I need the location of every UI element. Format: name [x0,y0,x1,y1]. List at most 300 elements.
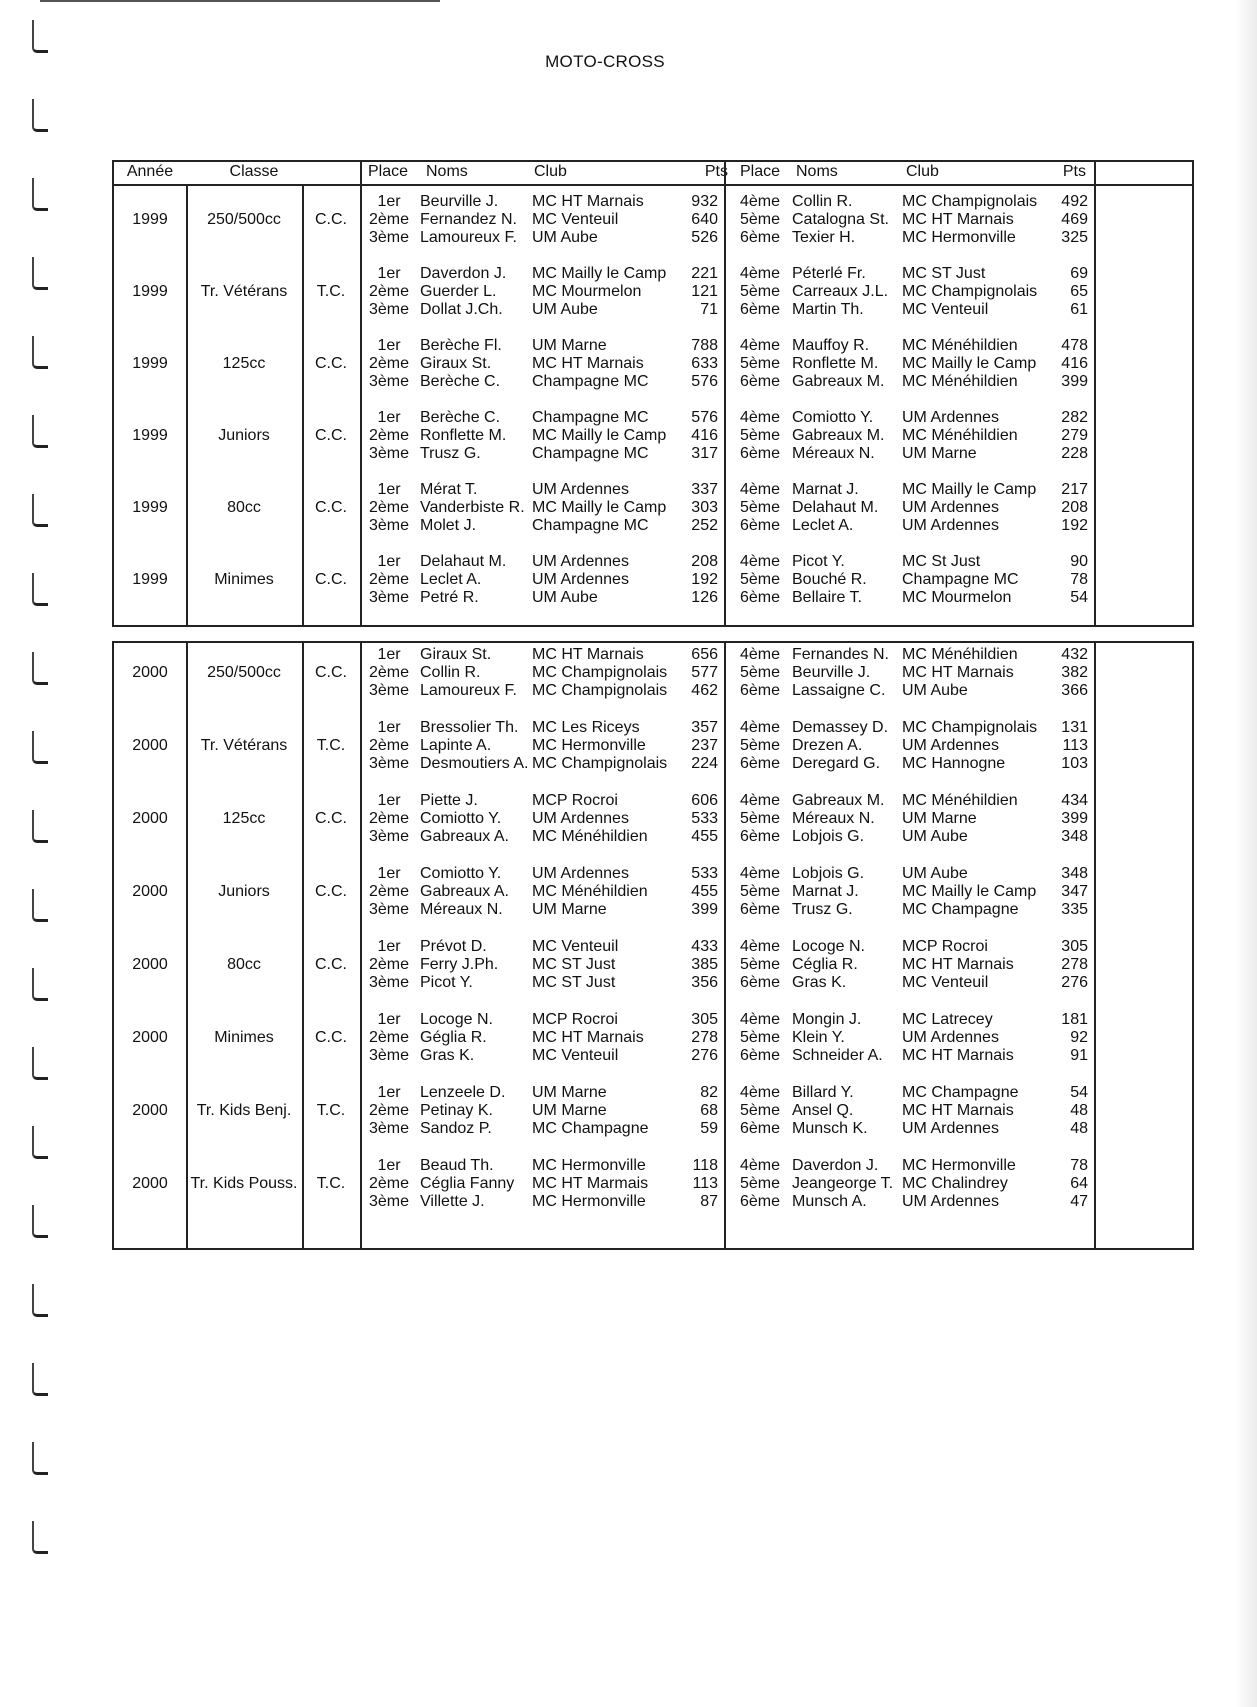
cell-points: 932 [691,193,718,210]
cell-classe: 80cc [227,499,261,516]
column-divider [302,643,304,1248]
cell-place: 4ème [739,792,781,809]
cell-place: 4ème [739,481,781,498]
cell-place: 6ème [739,974,781,991]
cell-points: 434 [1061,792,1088,809]
cell-name: Bressolier Th. [420,719,519,736]
cell-points: 192 [1061,517,1088,534]
cell-place: 2ème [368,1102,410,1119]
cell-club: MCP Rocroi [532,1011,618,1028]
cell-name: Munsch K. [792,1120,868,1137]
cell-name: Trusz G. [792,901,853,918]
cell-place: 3ème [368,229,410,246]
cell-place: 3ème [368,901,410,918]
cell-points: 433 [691,938,718,955]
cell-name: Deregard G. [792,755,881,772]
cell-name: Comiotto Y. [792,409,874,426]
cell-place: 3ème [368,682,410,699]
cell-club: UM Marne [902,810,977,827]
cell-club: MC Mourmelon [532,283,642,300]
cell-points: 399 [1061,373,1088,390]
cell-name: Leclet A. [420,571,482,588]
cell-place: 5ème [739,427,781,444]
header-club-1: Club [534,163,567,180]
cell-annee: 2000 [132,1175,168,1192]
cell-place: 5ème [739,1175,781,1192]
cell-annee: 2000 [132,1102,168,1119]
cell-place: 2ème [368,664,410,681]
cell-place: 1er [377,409,401,426]
cell-name: Drezen A. [792,737,863,754]
cell-points: 237 [691,737,718,754]
cell-name: Marnat J. [792,883,859,900]
cell-points: 113 [692,1175,718,1192]
cell-club: MC Ménéhildien [902,427,1018,444]
cell-classe: Tr. Kids Benj. [196,1102,292,1119]
cell-place: 3ème [368,828,410,845]
cell-type: C.C. [315,571,347,588]
cell-points: 48 [1070,1120,1088,1137]
cell-name: Billard Y. [792,1084,854,1101]
cell-club: MC Champignolais [532,682,668,699]
cell-points: 533 [691,810,718,827]
cell-annee: 2000 [132,810,168,827]
cell-club: Champagne MC [902,571,1019,588]
cell-place: 6ème [739,445,781,462]
cell-name: Céglia R. [792,956,858,973]
cell-club: UM Marne [532,337,607,354]
cell-club: MC Mourmelon [902,589,1012,606]
cell-place: 5ème [739,810,781,827]
cell-points: 276 [1061,974,1088,991]
cell-name: Picot Y. [792,553,845,570]
cell-club: UM Ardennes [532,571,629,588]
cell-points: 68 [700,1102,718,1119]
cell-name: Méreaux N. [420,901,503,918]
cell-points: 282 [1061,409,1088,426]
cell-place: 1er [377,865,401,882]
cell-name: Demassey D. [792,719,889,736]
cell-points: 228 [1061,445,1088,462]
cell-place: 2ème [368,956,410,973]
cell-points: 356 [691,974,718,991]
cell-place: 5ème [739,499,781,516]
binder-hole [32,731,48,764]
cell-annee: 2000 [132,956,168,973]
cell-place: 2ème [368,211,410,228]
cell-classe: 125cc [222,355,266,372]
cell-name: Vanderbiste R. [420,499,525,516]
cell-name: Gabreaux A. [420,883,509,900]
cell-place: 4ème [739,409,781,426]
cell-place: 5ème [739,737,781,754]
cell-club: UM Ardennes [532,810,629,827]
cell-points: 48 [1070,1102,1088,1119]
cell-name: Ronflette M. [792,355,879,372]
cell-name: Villette J. [420,1193,485,1210]
cell-name: Giraux St. [420,646,492,663]
column-divider [186,184,188,625]
cell-points: 526 [691,229,718,246]
cell-annee: 2000 [132,1029,168,1046]
cell-points: 606 [691,792,718,809]
cell-points: 78 [1070,571,1088,588]
cell-place: 4ème [739,1011,781,1028]
cell-name: Beurville J. [792,664,871,681]
cell-club: MC ST Just [532,956,616,973]
cell-type: C.C. [315,427,347,444]
cell-place: 3ème [368,1047,410,1064]
cell-club: MC Mailly le Camp [532,499,667,516]
cell-points: 54 [1070,1084,1088,1101]
cell-points: 278 [1061,956,1088,973]
cell-name: Delahaut M. [792,499,879,516]
cell-points: 462 [691,682,718,699]
table-header [114,162,1192,186]
cell-name: Leclet A. [792,517,854,534]
cell-place: 2ème [368,283,410,300]
cell-name: Bellaire T. [792,589,862,606]
cell-points: 276 [691,1047,718,1064]
cell-points: 71 [700,301,718,318]
cell-place: 2ème [368,571,410,588]
cell-name: Petinay K. [420,1102,493,1119]
cell-club: MC Venteuil [532,211,619,228]
cell-club: UM Aube [902,828,968,845]
cell-club: MC Champignolais [532,664,668,681]
cell-points: 90 [1070,553,1088,570]
cell-place: 4ème [739,719,781,736]
column-divider [1094,162,1096,625]
cell-place: 4ème [739,1084,781,1101]
cell-points: 64 [1070,1175,1088,1192]
cell-club: MC Hannogne [902,755,1006,772]
cell-place: 1er [377,646,401,663]
cell-type: T.C. [316,737,346,754]
cell-classe: 80cc [227,956,261,973]
cell-points: 492 [1061,193,1088,210]
header-noms-2: Noms [796,163,838,180]
cell-club: UM Ardennes [532,481,629,498]
binder-hole [32,1126,48,1159]
cell-name: Comiotto Y. [420,865,502,882]
column-divider [302,184,304,625]
cell-points: 305 [691,1011,718,1028]
cell-name: Mongin J. [792,1011,862,1028]
cell-name: Péterlé Fr. [792,265,866,282]
cell-club: UM Aube [532,229,598,246]
column-divider [360,162,362,625]
cell-place: 4ème [739,938,781,955]
cell-name: Lobjois G. [792,865,865,882]
cell-points: 335 [1061,901,1088,918]
cell-points: 348 [1061,828,1088,845]
cell-points: 54 [1070,589,1088,606]
cell-name: Collin R. [792,193,853,210]
cell-points: 126 [691,589,718,606]
cell-club: MC HT Marnais [902,1102,1014,1119]
cell-points: 399 [691,901,718,918]
cell-classe: 250/500cc [207,664,281,681]
cell-place: 3ème [368,755,410,772]
cell-club: UM Marne [532,1102,607,1119]
cell-club: MC Champagne [532,1120,649,1137]
cell-name: Marnat J. [792,481,859,498]
cell-club: UM Ardennes [902,1120,999,1137]
page-title: MOTO-CROSS [545,52,665,71]
cell-club: MC Venteuil [532,938,619,955]
cell-club: MC HT Marnais [902,664,1014,681]
cell-place: 2ème [368,737,410,754]
cell-classe: Tr. Vétérans [200,283,288,300]
cell-points: 78 [1070,1157,1088,1174]
cell-place: 1er [377,481,401,498]
cell-name: Guerder L. [420,283,497,300]
cell-points: 577 [691,664,718,681]
cell-club: Champagne MC [532,517,649,534]
cell-club: MC Champignolais [902,719,1038,736]
cell-classe: Tr. Vétérans [200,737,288,754]
cell-points: 317 [691,445,718,462]
cell-points: 279 [1061,427,1088,444]
cell-name: Beaud Th. [420,1157,494,1174]
cell-place: 4ème [739,265,781,282]
cell-points: 348 [1061,865,1088,882]
cell-place: 1er [377,1157,401,1174]
cell-name: Schneider A. [792,1047,883,1064]
binder-hole [32,1521,48,1554]
cell-place: 2ème [368,883,410,900]
cell-club: MC Champagne [902,1084,1019,1101]
cell-name: Trusz G. [420,445,481,462]
cell-name: Gabreaux A. [420,828,509,845]
cell-type: T.C. [316,283,346,300]
cell-place: 3ème [368,301,410,318]
cell-points: 478 [1061,337,1088,354]
cell-club: MC St Just [902,553,981,570]
cell-place: 5ème [739,211,781,228]
cell-points: 121 [691,283,718,300]
cell-club: Champagne MC [532,409,649,426]
cell-club: UM Ardennes [902,737,999,754]
cell-type: T.C. [316,1102,346,1119]
cell-club: MC Venteuil [902,301,989,318]
page-edge-shadow [1235,0,1257,1707]
cell-points: 533 [691,865,718,882]
cell-place: 4ème [739,646,781,663]
cell-name: Prévot D. [420,938,487,955]
cell-club: MC HT Marnais [902,956,1014,973]
cell-place: 4ème [739,193,781,210]
cell-club: MC Ménéhildien [902,792,1018,809]
cell-club: UM Aube [902,865,968,882]
cell-club: MC Hermonville [532,1157,646,1174]
cell-place: 6ème [739,755,781,772]
cell-place: 5ème [739,283,781,300]
cell-club: UM Ardennes [902,409,999,426]
column-divider [360,643,362,1248]
cell-place: 3ème [368,974,410,991]
cell-place: 5ème [739,571,781,588]
cell-points: 91 [1070,1047,1088,1064]
cell-annee: 1999 [132,211,168,228]
cell-club: MC Hermonville [902,229,1016,246]
cell-place: 4ème [739,337,781,354]
cell-points: 181 [1061,1011,1088,1028]
cell-type: C.C. [315,211,347,228]
cell-place: 6ème [739,1193,781,1210]
cell-place: 2ème [368,810,410,827]
cell-points: 252 [691,517,718,534]
cell-name: Catalogna St. [792,211,889,228]
cell-points: 576 [691,373,718,390]
cell-name: Berèche C. [420,373,501,390]
cell-name: Lamoureux F. [420,682,517,699]
cell-name: Beurville J. [420,193,499,210]
cell-place: 2ème [368,499,410,516]
cell-classe: 125cc [222,810,266,827]
cell-place: 1er [377,792,401,809]
cell-points: 65 [1070,283,1088,300]
cell-club: MC Venteuil [532,1047,619,1064]
cell-points: 455 [691,828,718,845]
binder-hole [32,1047,48,1080]
cell-club: MC Champignolais [902,283,1038,300]
cell-place: 5ème [739,883,781,900]
binder-hole [32,573,48,606]
cell-points: 208 [691,553,718,570]
cell-place: 6ème [739,1047,781,1064]
binder-hole [32,257,48,290]
cell-club: UM Marne [532,1084,607,1101]
cell-club: UM Ardennes [532,553,629,570]
cell-annee: 1999 [132,427,168,444]
cell-club: MC Latrecey [902,1011,993,1028]
cell-points: 82 [700,1084,718,1101]
cell-classe: Minimes [214,1029,274,1046]
cell-name: Petré R. [420,589,479,606]
cell-name: Gabreaux M. [792,427,885,444]
results-table-1999 [112,160,1194,627]
header-club-2: Club [906,163,939,180]
cell-club: MC HT Marmais [532,1175,649,1192]
binder-hole [32,178,48,211]
cell-points: 399 [1061,810,1088,827]
cell-name: Lobjois G. [792,828,865,845]
cell-club: MC HT Marnais [532,355,644,372]
cell-club: MC Hermonville [902,1157,1016,1174]
cell-points: 303 [691,499,718,516]
cell-name: Jeangeorge T. [792,1175,894,1192]
cell-points: 416 [691,427,718,444]
cell-club: MC HT Marnais [532,193,644,210]
cell-name: Collin R. [420,664,481,681]
cell-place: 3ème [368,445,410,462]
column-divider [724,643,726,1248]
cell-place: 6ème [739,301,781,318]
cell-name: Gabreaux M. [792,373,885,390]
cell-points: 47 [1070,1193,1088,1210]
cell-points: 278 [691,1029,718,1046]
cell-name: Carreaux J.L. [792,283,889,300]
cell-club: MCP Rocroi [532,792,618,809]
cell-club: MC Mailly le Camp [902,481,1037,498]
cell-name: Klein Y. [792,1029,845,1046]
cell-club: MC Champignolais [532,755,668,772]
cell-points: 385 [691,956,718,973]
cell-place: 2ème [368,355,410,372]
cell-points: 131 [1061,719,1088,736]
cell-place: 6ème [739,229,781,246]
cell-place: 6ème [739,828,781,845]
cell-type: C.C. [315,883,347,900]
cell-annee: 2000 [132,883,168,900]
cell-classe: Juniors [218,427,270,444]
cell-annee: 1999 [132,283,168,300]
binder-hole [32,810,48,843]
cell-club: UM Ardennes [532,865,629,882]
header-annee: Année [126,163,174,180]
binder-hole [32,415,48,448]
cell-points: 87 [700,1193,718,1210]
binder-hole [32,1205,48,1238]
cell-place: 2ème [368,1029,410,1046]
cell-name: Berèche Fl. [420,337,502,354]
cell-name: Gabreaux M. [792,792,885,809]
cell-classe: 250/500cc [207,211,281,228]
cell-name: Géglia R. [420,1029,487,1046]
cell-club: MC Ménéhildien [902,373,1018,390]
cell-club: MC Champagne [902,901,1019,918]
cell-name: Berèche C. [420,409,501,426]
cell-classe: Juniors [218,883,270,900]
cell-points: 432 [1061,646,1088,663]
cell-points: 469 [1061,211,1088,228]
cell-place: 1er [377,1011,401,1028]
cell-name: Méreaux N. [792,810,875,827]
cell-name: Daverdon J. [792,1157,879,1174]
cell-club: Champagne MC [532,373,649,390]
binder-hole [32,968,48,1001]
cell-name: Piette J. [420,792,478,809]
cell-annee: 1999 [132,499,168,516]
cell-club: UM Ardennes [902,499,999,516]
cell-place: 1er [377,938,401,955]
results-table-2000 [112,641,1194,1250]
cell-place: 1er [377,193,401,210]
cell-place: 5ème [739,956,781,973]
cell-club: MC ST Just [532,974,616,991]
cell-place: 6ème [739,1120,781,1137]
cell-club: MC Mailly le Camp [902,883,1037,900]
cell-name: Sandoz P. [420,1120,492,1137]
scan-top-line [40,0,440,2]
cell-type: C.C. [315,355,347,372]
cell-club: MC Venteuil [902,974,989,991]
cell-points: 337 [691,481,718,498]
cell-points: 347 [1061,883,1088,900]
cell-place: 3ème [368,1120,410,1137]
cell-points: 305 [1061,938,1088,955]
cell-points: 69 [1070,265,1088,282]
binder-hole [32,336,48,369]
cell-points: 576 [691,409,718,426]
header-pts-2: Pts [1062,163,1086,180]
binder-hole [32,1442,48,1475]
cell-name: Méreaux N. [792,445,875,462]
cell-place: 3ème [368,1193,410,1210]
cell-points: 59 [700,1120,718,1137]
